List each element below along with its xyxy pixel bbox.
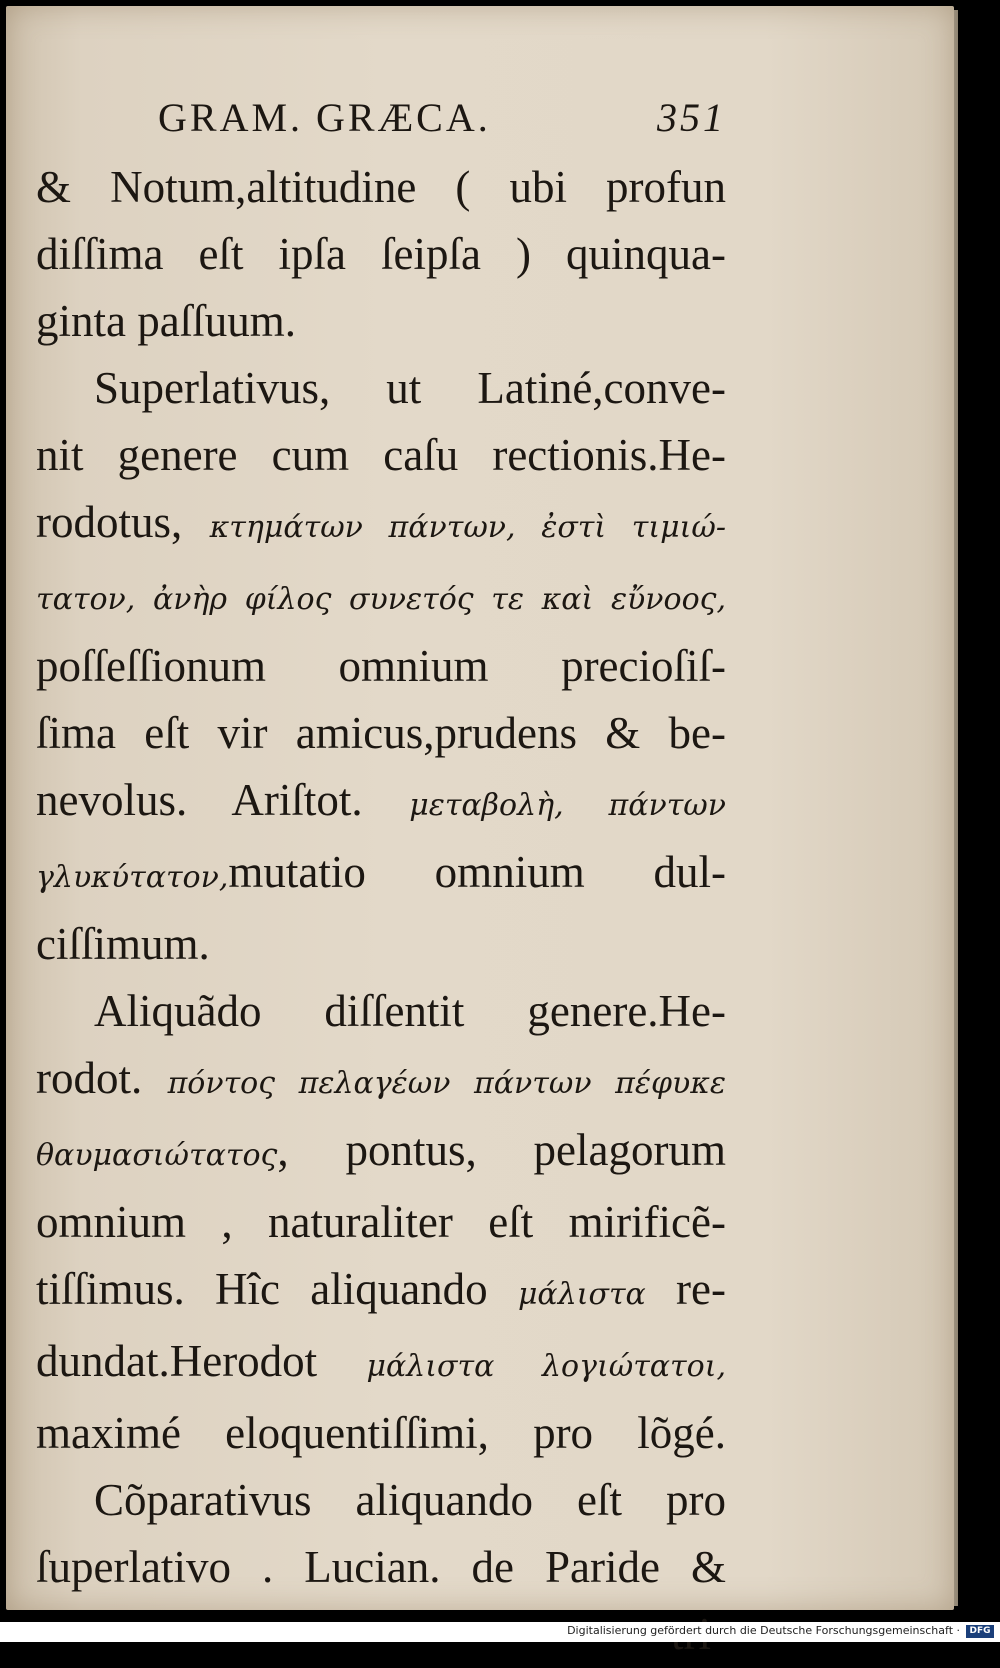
latin-text: Cõparativus aliquando eſt pro xyxy=(94,1475,726,1525)
text-line xyxy=(36,1534,726,1601)
latin-text: re- xyxy=(645,1264,726,1314)
latin-text: ginta paſſuum. xyxy=(36,296,296,346)
text-line xyxy=(36,911,726,978)
latin-text: Aliquãdo diſſentit genere.He- xyxy=(94,986,726,1036)
text-line xyxy=(36,767,726,839)
text-line xyxy=(36,633,726,700)
latin-text: maximé eloquentiſſimi, pro lõgé. xyxy=(36,1408,726,1458)
greek-text: θαυμασιώτατος xyxy=(36,1138,278,1173)
latin-text: mutatio omnium dul- xyxy=(228,847,726,897)
footer-bar xyxy=(0,1622,1000,1642)
funding-credit: Digitalisierung gefördert durch die Deutsche Forschungsgemeinschaft · xyxy=(567,1624,960,1637)
text-line xyxy=(36,978,726,1045)
greek-text: κτημάτων πάντων, ἐστὶ τιμιώ- xyxy=(209,510,727,545)
latin-text: nit genere cum caſu rectionis.He- xyxy=(36,430,726,480)
latin-text: ſuperlativo . Lucian. de Paride & xyxy=(36,1542,726,1592)
dfg-logo: DFG xyxy=(966,1625,994,1638)
text-line xyxy=(36,1117,726,1189)
latin-text: Superlativus, ut Latiné,conve- xyxy=(94,363,726,413)
latin-text: , pontus, pelagorum xyxy=(277,1125,726,1175)
latin-text: rodotus, xyxy=(36,497,210,547)
greek-text: μάλιστα xyxy=(517,1277,646,1312)
text-line xyxy=(36,489,726,561)
book-page xyxy=(6,6,954,1610)
text-line xyxy=(36,355,726,422)
latin-text: diſſima eſt ipſa ſeipſa ) quinqua- xyxy=(36,229,726,279)
greek-text: γλυκύτατον, xyxy=(36,860,229,895)
text-line xyxy=(36,561,726,633)
text-block xyxy=(36,94,726,1668)
text-line xyxy=(36,839,726,911)
text-line xyxy=(36,288,726,355)
latin-text: nevolus. Ariſtot. xyxy=(36,775,410,825)
latin-text: poſſeſſionum omnium precioſiſ- xyxy=(36,641,726,691)
text-line xyxy=(36,1045,726,1117)
greek-text: πόντος πελαγέων πάντων πέφυκε xyxy=(167,1066,726,1101)
text-line xyxy=(36,221,726,288)
running-title: GRAM. GRÆCA. xyxy=(158,95,491,140)
text-line xyxy=(36,154,726,221)
text-line xyxy=(36,1189,726,1256)
latin-text: & Notum,altitudine ( ubi profun xyxy=(36,162,726,212)
page-number: 351 xyxy=(657,95,726,140)
text-line xyxy=(36,1400,726,1467)
latin-text: ciſſimum. xyxy=(36,919,210,969)
text-line xyxy=(36,422,726,489)
latin-text: dundat.Herodot xyxy=(36,1336,367,1386)
greek-text: τατον, ἀνὴρ φίλος συνετός τε καὶ εὔνοος, xyxy=(36,582,726,617)
latin-text: omnium , naturaliter eſt mirificẽ- xyxy=(36,1197,726,1247)
body-text xyxy=(36,154,726,1668)
text-line xyxy=(36,700,726,767)
running-header xyxy=(36,94,726,154)
latin-text: tiſſimus. Hîc aliquando xyxy=(36,1264,518,1314)
text-line xyxy=(36,1467,726,1534)
text-line xyxy=(36,1328,726,1400)
greek-text: μάλιστα λογιώτατοι, xyxy=(366,1349,726,1384)
greek-text: μεταβολὴ, πάντων xyxy=(409,788,726,823)
text-line xyxy=(36,1256,726,1328)
latin-text: rodot. xyxy=(36,1053,168,1103)
latin-text: ſima eſt vir amicus,prudens & be- xyxy=(36,708,726,758)
